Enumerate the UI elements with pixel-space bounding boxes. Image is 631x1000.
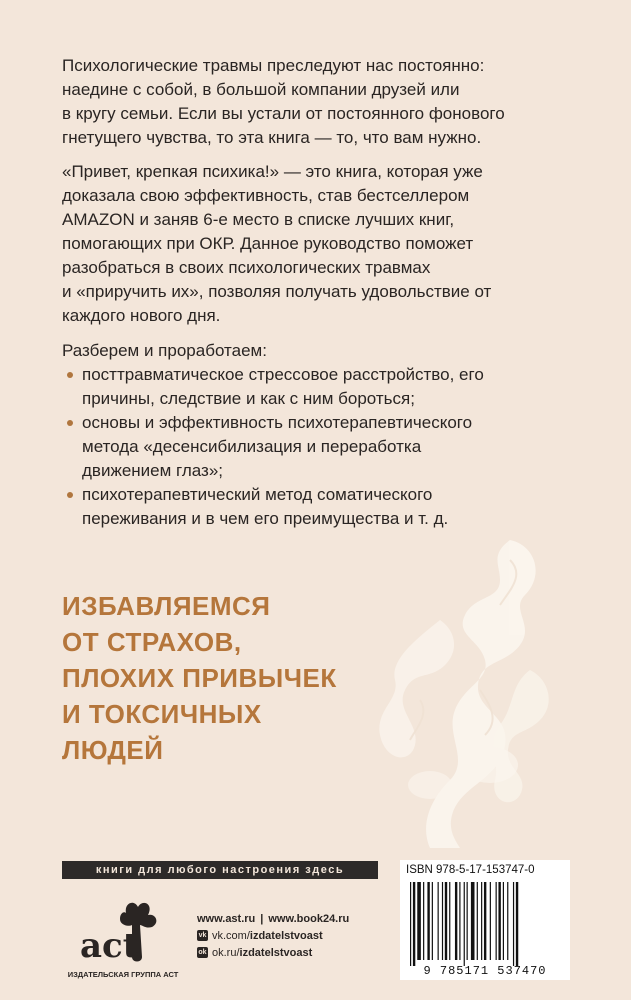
list-item — [62, 411, 582, 483]
description-paragraph-2 — [62, 160, 582, 328]
list-item — [62, 363, 582, 411]
tagline-bar: книги для любого настроения здесь — [62, 861, 378, 879]
vk-row — [197, 927, 349, 944]
isbn-text: ISBN 978-5-17-153747-0 — [406, 864, 535, 876]
text-line: причины, следствие и как с ним бороться; — [82, 389, 415, 408]
barcode-bar — [417, 882, 421, 960]
description-paragraph-1 — [62, 54, 582, 150]
slogan-line: ОТ СТРАХОВ, — [62, 627, 242, 657]
barcode-bar — [464, 882, 465, 966]
list-intro-text: Разберем и проработаем: — [62, 341, 267, 360]
barcode-bars — [408, 882, 562, 966]
slogan-line: ПЛОХИХ ПРИВЫЧЕК — [62, 663, 337, 693]
smoke-illustration — [360, 520, 570, 850]
barcode-bar — [423, 882, 424, 960]
publisher-links — [197, 910, 349, 961]
text-line: психотерапевтический метод соматического — [82, 485, 433, 504]
text-line: движением глаз»; — [82, 461, 224, 480]
slogan-line: И ТОКСИЧНЫХ — [62, 699, 262, 729]
barcode-bar — [459, 882, 460, 960]
publisher-name: ИЗДАТЕЛЬСКАЯ ГРУППА АСТ — [67, 970, 179, 979]
ok-row — [197, 944, 349, 961]
text-line: «Привет, крепкая психика!» — это книга, которая уже — [62, 162, 483, 181]
text-line: и «приручить их», позволяя получать удовольствие от — [62, 282, 492, 301]
vk-icon: vk — [198, 932, 207, 939]
website-row — [197, 910, 349, 927]
barcode-bar — [438, 882, 439, 960]
text-line: метода «десенсибилизация и переработка — [82, 437, 422, 456]
vk-prefix: vk.com/ — [212, 929, 250, 942]
list-intro — [62, 339, 582, 363]
barcode-bar — [410, 882, 411, 966]
ok-link[interactable]: izdatelstvoast — [239, 946, 313, 959]
svg-text:act: act — [80, 926, 139, 966]
bullet-icon — [67, 372, 73, 378]
ok-prefix: ok.ru/ — [212, 946, 240, 959]
barcode-bar — [467, 882, 468, 960]
barcode-bar — [471, 882, 475, 960]
separator: | — [260, 912, 264, 925]
text-line: гнетущего чувства, то эта книга — то, что вам нужно. — [62, 128, 482, 147]
text-line: основы и эффективность психотерапевтического — [82, 413, 473, 432]
barcode-bar — [481, 882, 482, 960]
barcode-bar — [513, 882, 514, 966]
slogan — [62, 588, 337, 768]
text-line: доказала свою эффективность, став бестселлером — [62, 186, 470, 205]
slogan-line: ИЗБАВЛЯЕМСЯ — [62, 591, 271, 621]
text-line: разобраться в своих психологических травмах — [62, 258, 431, 277]
bullet-icon — [67, 420, 73, 426]
website-link[interactable]: www.ast.ru — [197, 912, 256, 925]
text-line: AMAZON и заняв 6-е место в списке лучших книг, — [62, 210, 455, 229]
barcode-bar — [498, 882, 500, 960]
bullet-icon — [67, 492, 73, 498]
text-line: в кругу семьи. Если вы устали от постоянного фонового — [62, 104, 505, 123]
text-line: наедине с собой, в большой компании друзей или — [62, 80, 460, 99]
text-line: помогающих при ОКР. Данное руководство поможет — [62, 234, 474, 253]
text-line: посттравматическое стрессовое расстройство, его — [82, 365, 484, 384]
ok-icon: ok — [198, 949, 207, 956]
website-link[interactable]: www.book24.ru — [268, 912, 350, 925]
barcode-bar — [427, 882, 429, 960]
barcode-number: 9 785171 537470 — [423, 964, 547, 978]
barcode-bar — [432, 882, 433, 960]
barcode-bar — [455, 882, 457, 960]
ast-logo — [62, 895, 182, 970]
barcode-bar — [503, 882, 504, 960]
barcode-bar — [477, 882, 478, 960]
topics-list — [62, 363, 582, 531]
text-line: каждого нового дня. — [62, 306, 221, 325]
barcode-bar — [445, 882, 447, 960]
barcode-bar — [507, 882, 508, 960]
slogan-line: ЛЮДЕЙ — [62, 735, 164, 765]
barcode-bar — [442, 882, 443, 960]
barcode-bar — [490, 882, 491, 960]
barcode-bar — [484, 882, 486, 960]
barcode-bar — [413, 882, 415, 966]
text-line: Психологические травмы преследуют нас постоянно: — [62, 56, 485, 75]
vk-link[interactable]: izdatelstvoast — [249, 929, 323, 942]
barcode-bar — [516, 882, 518, 966]
text-line: переживания и в чем его преимущества и т. д. — [82, 509, 449, 528]
barcode-bar — [496, 882, 497, 960]
barcode-bar — [449, 882, 450, 960]
barcode — [400, 860, 570, 980]
